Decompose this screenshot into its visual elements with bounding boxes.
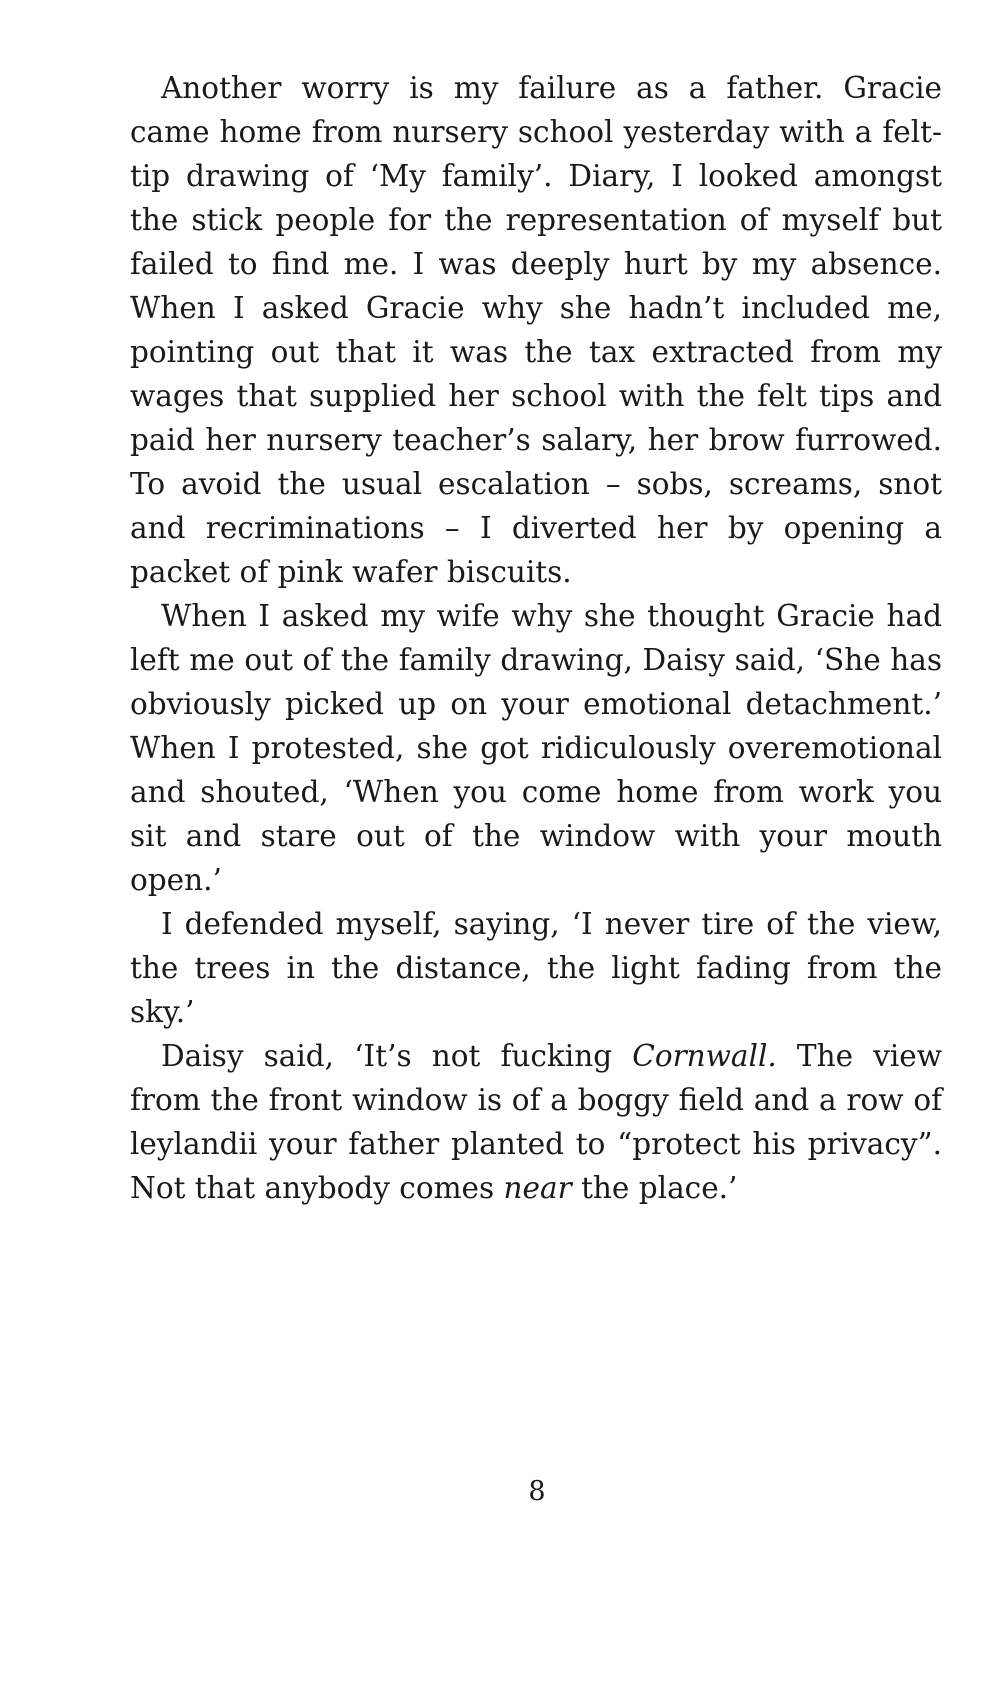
paragraph-4 — [130, 1034, 942, 1210]
paragraph-4-text-a: Daisy said, ‘It’s not fucking — [161, 1039, 633, 1073]
paragraph-4-italic-cornwall: Cornwall. — [632, 1039, 777, 1073]
paragraph-2 — [130, 594, 942, 902]
page-number: 8 — [528, 1476, 546, 1507]
paragraph-2-text: When I asked my wife why she thought Gracie had left me out of the family drawing, Daisy said, ‘She has obviously picked up on your emotional detachment.’ When I protested, she got ridiculously overemotional and shouted, ‘When you come home from work you sit and stare out of the window with your mouth open.’ — [130, 599, 942, 897]
body-text — [130, 66, 942, 1210]
paragraph-4-text-b: The view from the front window is of a boggy field and a row of leylandii your father planted to “protect his privacy”. Not that anybody comes — [130, 1039, 943, 1205]
paragraph-1-text: Another worry is my failure as a father. Gracie came home from nursery school yesterday with a felt-tip drawing of ‘My family’. Diary, I looked amongst the stick people for the representation of myself but failed to find me. I was deeply hurt by my absence. When I asked Gracie why she hadn’t included me, pointing out that it was the tax extracted from my wages that supplied her school with the felt tips and paid her nursery teacher’s salary, her brow furrowed. To avoid the usual escalation – sobs, screams, snot and recriminations – I diverted her by opening a packet of pink wafer biscuits. — [130, 71, 942, 589]
paragraph-3 — [130, 902, 942, 1034]
paragraph-3-text: I defended myself, saying, ‘I never tire of the view, the trees in the distance, the light fading from the sky.’ — [130, 907, 942, 1029]
paragraph-4-text-c: the place.’ — [571, 1171, 738, 1205]
paragraph-4-italic-near: near — [503, 1171, 572, 1205]
paragraph-1 — [130, 66, 942, 594]
